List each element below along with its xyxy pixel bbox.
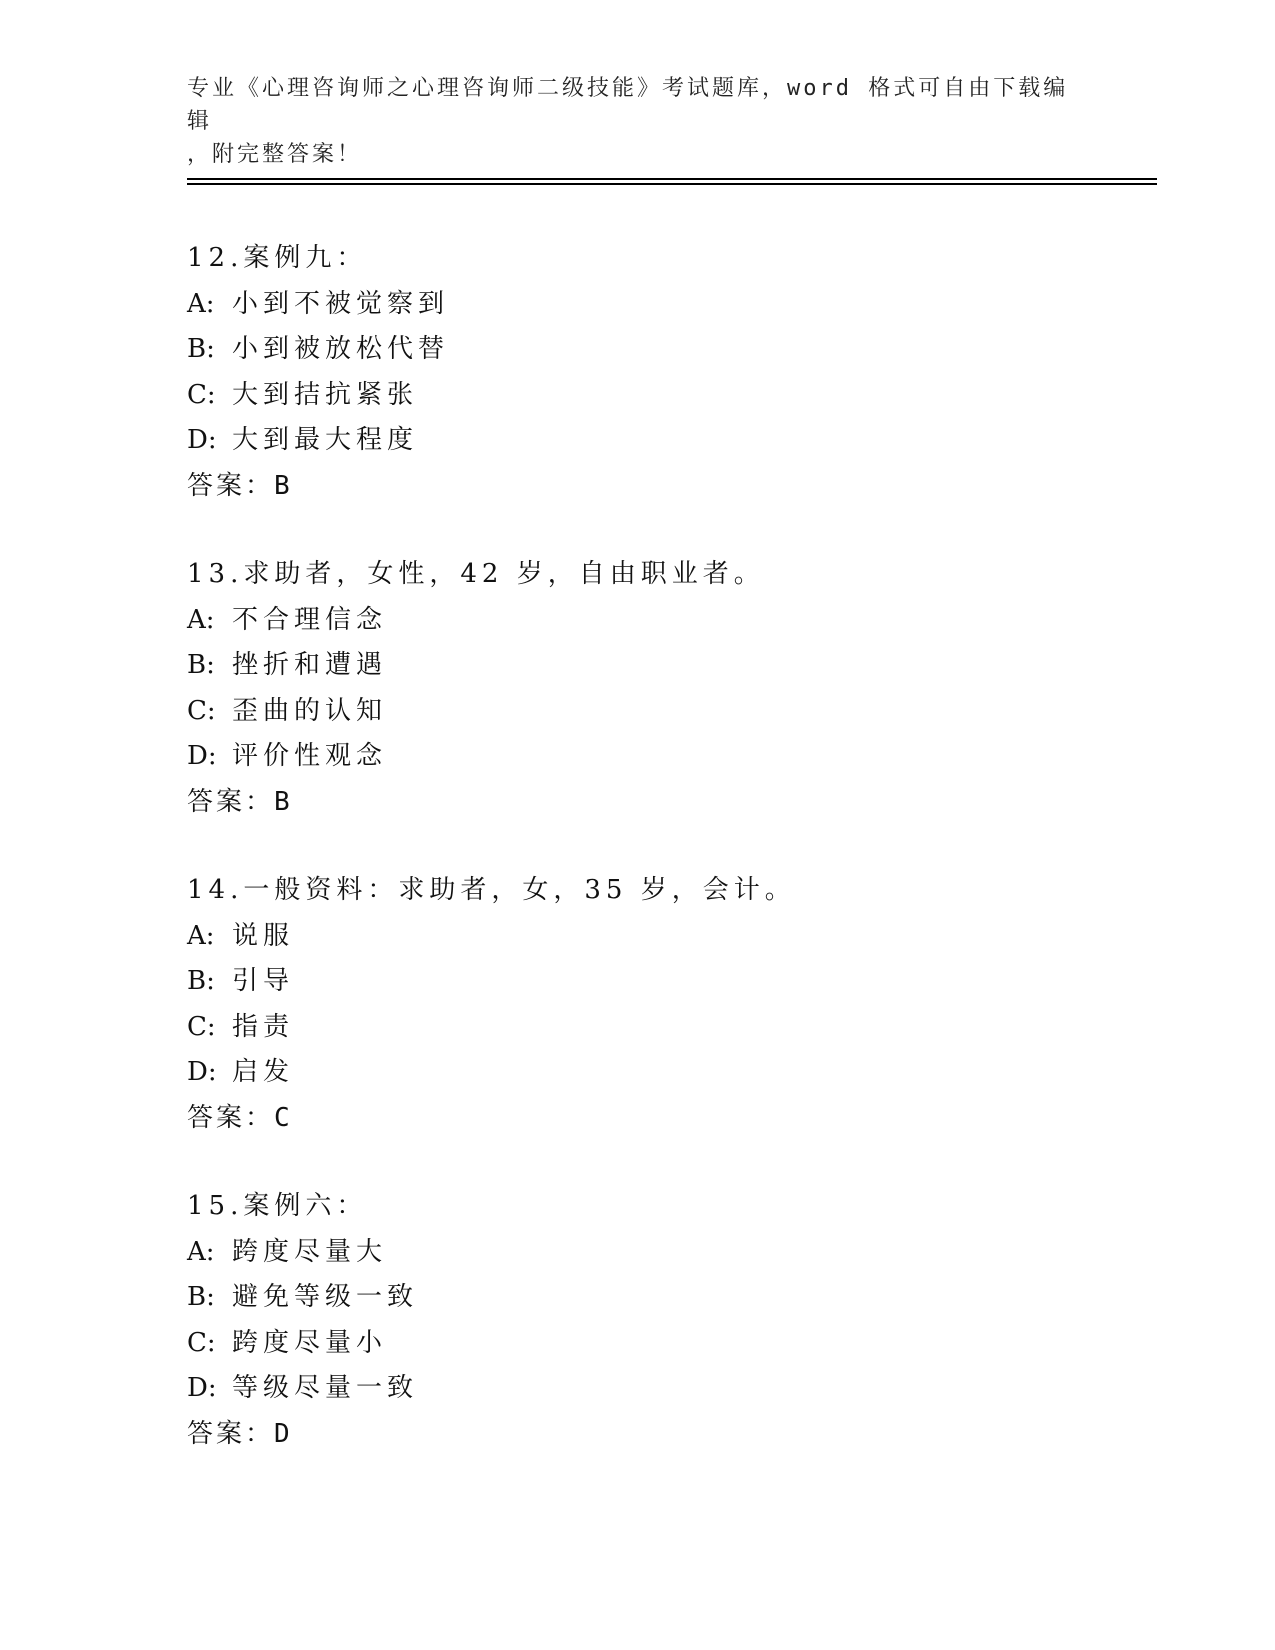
- option-a: [187, 598, 1137, 644]
- option-b: [187, 1275, 1137, 1321]
- header-divider-bottom: [187, 183, 1157, 185]
- option-text: 避免等级一致: [232, 1282, 419, 1312]
- answer-label: 答案：: [187, 1418, 275, 1449]
- answer-line: [187, 780, 1137, 826]
- question-12: [187, 236, 1137, 509]
- question-13: [187, 552, 1137, 825]
- option-letter: D:: [187, 1373, 217, 1403]
- answer-value: D: [274, 1418, 293, 1449]
- answer-label: 答案：: [187, 470, 275, 501]
- option-letter: D:: [187, 425, 217, 455]
- option-text: 小到不被觉察到: [232, 288, 450, 319]
- answer-line: [187, 1096, 1137, 1142]
- option-text: 引导: [232, 966, 295, 996]
- option-letter: B:: [187, 1282, 215, 1312]
- document-header: [187, 72, 1087, 171]
- header-line-2: ，附完整答案！: [187, 142, 363, 167]
- question-14: [187, 868, 1137, 1141]
- option-d: [187, 1050, 1137, 1096]
- option-b: [187, 327, 1137, 373]
- option-letter: A:: [187, 1236, 215, 1267]
- option-text: 大到最大程度: [232, 425, 419, 455]
- answer-value: B: [274, 470, 293, 501]
- option-letter: B:: [187, 334, 215, 364]
- option-text: 歪曲的认知: [232, 695, 388, 726]
- option-letter: D:: [187, 1057, 217, 1087]
- option-c: [187, 689, 1137, 735]
- option-text: 挫折和遭遇: [232, 650, 388, 680]
- answer-line: [187, 464, 1137, 510]
- option-text: 大到拮抗紧张: [232, 379, 419, 410]
- option-letter: A:: [187, 920, 215, 951]
- option-text: 启发: [232, 1057, 295, 1087]
- option-letter: B:: [187, 966, 215, 996]
- option-letter: C:: [187, 1327, 216, 1358]
- option-letter: C:: [187, 379, 216, 410]
- option-b: [187, 959, 1137, 1005]
- option-text: 不合理信念: [232, 604, 388, 635]
- option-c: [187, 1321, 1137, 1367]
- option-text: 小到被放松代替: [232, 334, 450, 364]
- option-d: [187, 418, 1137, 464]
- option-text: 跨度尽量小: [232, 1327, 388, 1358]
- option-a: [187, 1230, 1137, 1276]
- header-line-1: 专业《心理咨询师之心理咨询师二级技能》考试题库，word 格式可自由下载编辑: [187, 76, 1069, 134]
- answer-label: 答案：: [187, 786, 275, 817]
- question-stem: 13.求助者，女性，42 岁，自由职业者。: [187, 559, 765, 589]
- option-letter: D:: [187, 741, 217, 771]
- option-b: [187, 643, 1137, 689]
- header-divider-top: [187, 178, 1157, 180]
- option-c: [187, 373, 1137, 419]
- option-letter: B:: [187, 650, 215, 680]
- option-text: 说服: [232, 920, 295, 951]
- option-letter: A:: [187, 288, 215, 319]
- option-letter: C:: [187, 695, 216, 726]
- option-text: 指责: [232, 1011, 295, 1042]
- question-stem: 12.案例九：: [187, 243, 368, 273]
- option-a: [187, 282, 1137, 328]
- option-text: 评价性观念: [232, 741, 388, 771]
- question-stem: 14.一般资料：求助者，女，35 岁，会计。: [187, 875, 796, 905]
- option-c: [187, 1005, 1137, 1051]
- answer-label: 答案：: [187, 1102, 275, 1133]
- answer-value: C: [274, 1102, 293, 1133]
- option-a: [187, 914, 1137, 960]
- answer-value: B: [274, 786, 293, 817]
- option-letter: A:: [187, 604, 215, 635]
- question-15: [187, 1184, 1137, 1457]
- option-text: 跨度尽量大: [232, 1236, 388, 1267]
- question-stem: 15.案例六：: [187, 1191, 368, 1221]
- option-d: [187, 1366, 1137, 1412]
- option-letter: C:: [187, 1011, 216, 1042]
- option-d: [187, 734, 1137, 780]
- answer-line: [187, 1412, 1137, 1458]
- option-text: 等级尽量一致: [232, 1373, 419, 1403]
